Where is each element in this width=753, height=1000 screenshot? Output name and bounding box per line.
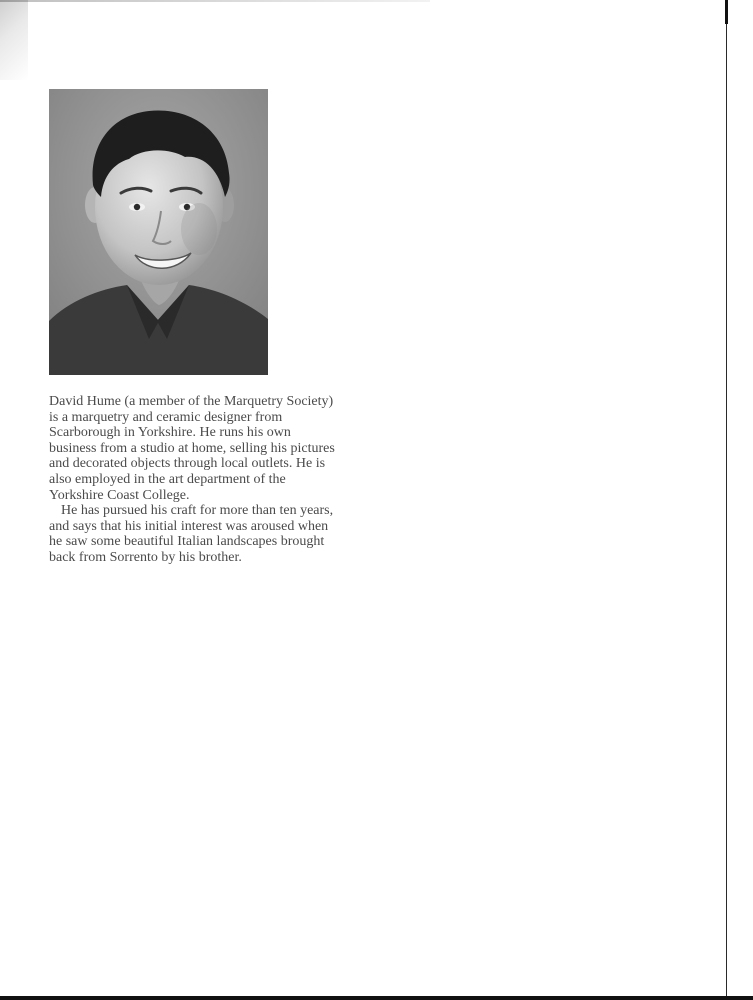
scan-top-edge (0, 0, 430, 2)
page-right-edge (726, 0, 727, 1000)
scan-corner-shadow (0, 0, 28, 80)
bio-paragraph-2: He has pursued his craft for more than ten years, and says that his initial interest was aroused when he saw some beautiful Italian landscapes brought back from Sorrento by his brother. (49, 503, 334, 565)
author-biography (49, 394, 339, 566)
bio-paragraph-1: David Hume (a member of the Marquetry Society) is a marquetry and ceramic designer from Scarborough in Yorkshire. He runs his own business from a studio at home, selling his pictures and decorated objects through local outlets. He is also employed in the art department of the Yorkshire Coast College. (49, 394, 335, 503)
author-portrait-photo (49, 89, 268, 375)
page-bottom-edge (0, 996, 753, 1000)
page-right-edge-mark (725, 0, 728, 24)
portrait-illustration (49, 89, 268, 375)
